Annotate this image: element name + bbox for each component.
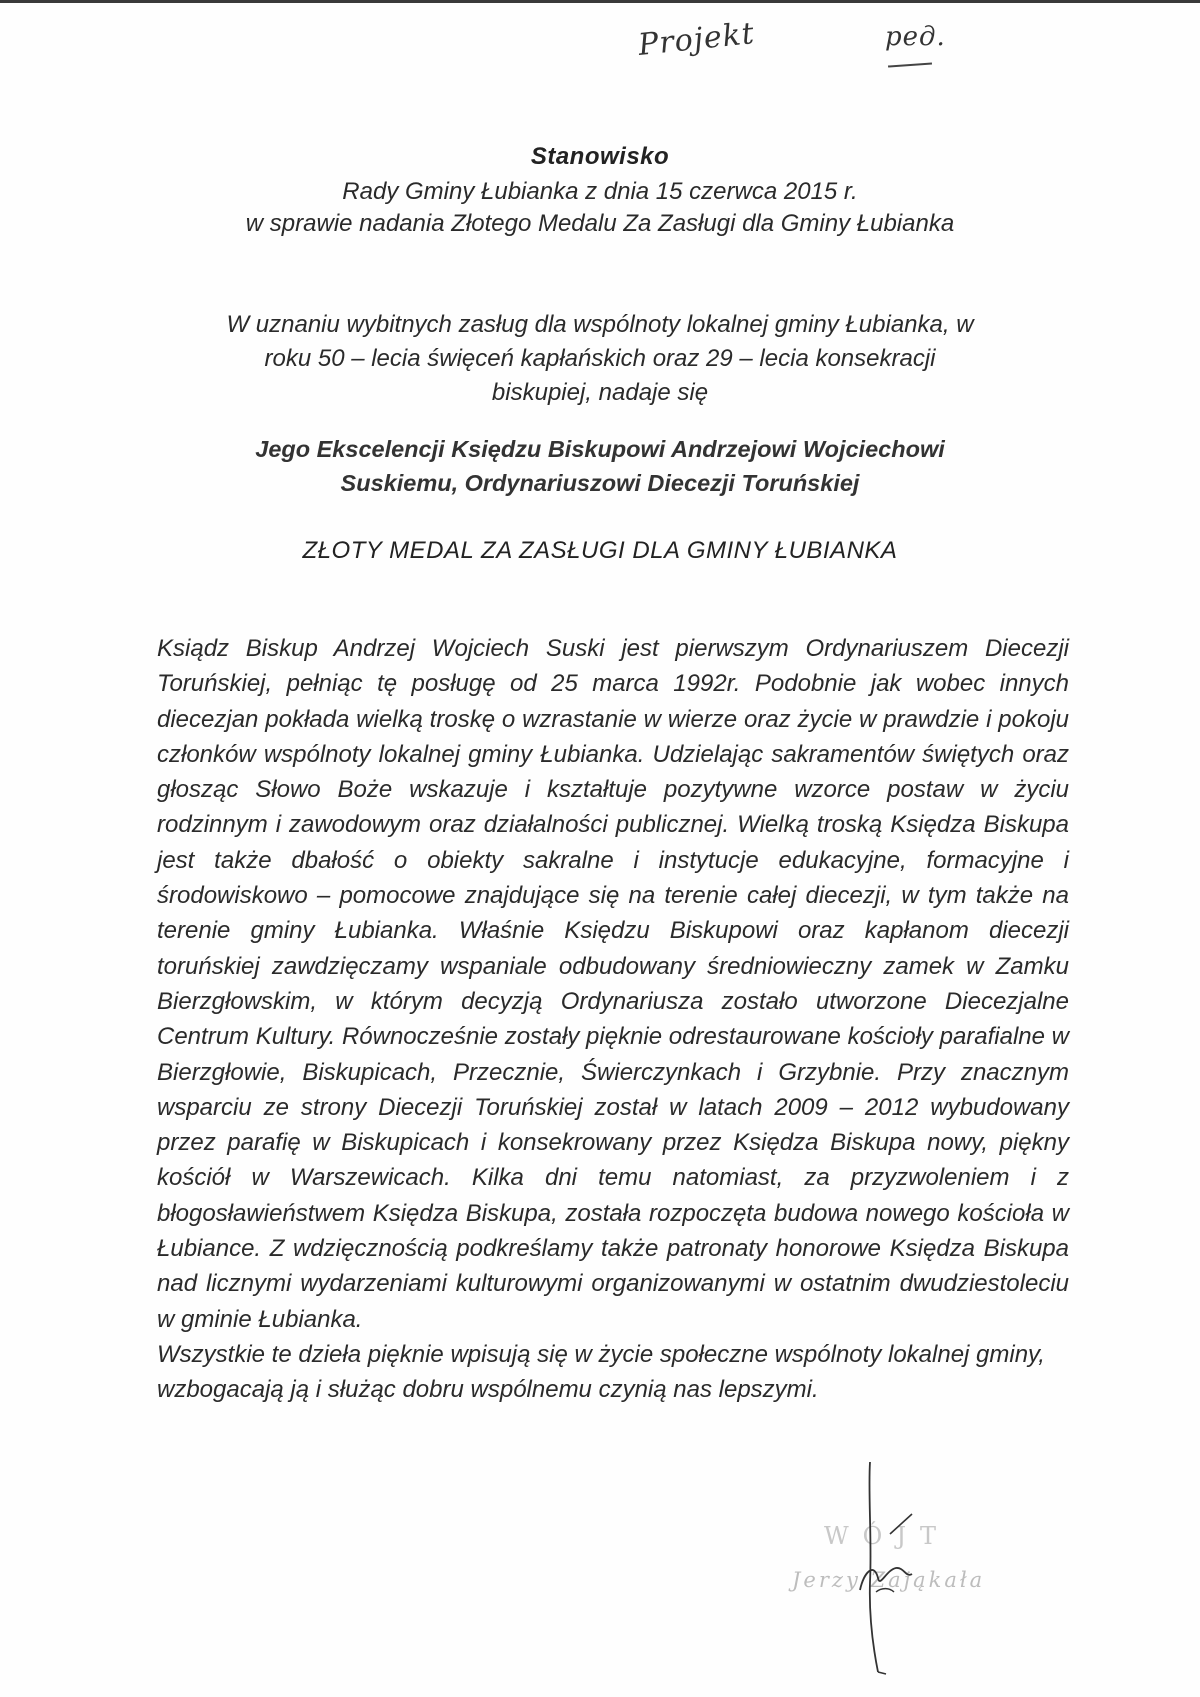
intro-line: W uznaniu wybitnych zasług dla wspólnoty lokalnej gminy Łubianka, w — [226, 311, 974, 338]
handwritten-dash — [888, 62, 932, 67]
intro-line: roku 50 – lecia święceń kapłańskich oraz 29 – lecia konsekracji — [264, 345, 936, 372]
honoree-line: Suskiemu, Ordynariuszowi Diecezji Toruńskiej — [340, 470, 860, 496]
body-paragraph: Ksiądz Biskup Andrzej Wojciech Suski jest pierwszym Ordynariuszem Diecezji Toruńskiej, pełniąc tę posługę od 25 marca 1992r. Podobnie jak wobec innych diecezjan pokłada wielką troskę o wzrastanie w wierze oraz życie w prawdzie i pokoju członków wspólnoty lokalnej gminy Łubianka. Udzielając sakramentów świętych oraz głosząc Słowo Boże wskazuje i kształtuje pozytywne wzorce postaw w życiu rodzinnym i zawodowym oraz działalności publicznej. Wielką troską Księdza Biskupa jest także dbałość o obiekty sakralne i instytucje edukacyjne, formacyjne i środowiskowo – pomocowe znajdujące się na terenie całej diecezji, w tym także na terenie gminy Łubianka. Właśnie Księdzu Biskupowi oraz kapłanom diecezji toruńskiej zawdzięczamy wspaniale odbudowany średniowieczny zamek w Zamku Bierzgłowskim, w którym decyzją Ordynariusza zostało utworzone Diecezjalne Centrum Kultury. Równocześnie zostały pięknie odrestaurowane kościoły parafialne w Bierzgłowie, Biskupicach, Przecznie, Świerczynkach i Grzybnie. Przy znacznym wsparciu ze strony Diecezji Toruńskiej został w latach 2009 – 2012 wybudowany przez parafię w Biskupicach i konsekrowany przez Księdza Biskupa nowy, piękny kościół w Warszewicach. Kilka dni temu natomiast, za przyzwoleniem i z błogosławieństwem Księdza Biskupa, została rozpoczęta budowa nowego kościoła w Łubiance. Z wdzięcznością podkreślamy także patronaty honorowe Księdza Biskupa nad licznymi wydarzeniami kulturowymi organizowanymi w ostatnim dwudziestoleciu w gminie Łubianka. — [157, 635, 1069, 1333]
document-subtitle-line1: Rady Gminy Łubianka z dnia 15 czerwca 2015 r. — [342, 178, 858, 205]
justification-body — [157, 631, 1069, 1408]
handwritten-signature — [820, 1452, 1020, 1682]
stamp-name: Jerzy Zająkała — [792, 1568, 986, 1592]
handwritten-note-right: ред. — [885, 22, 946, 52]
document-subtitle-line2: w sprawie nadania Złotego Medalu Za Zasługi dla Gminy Łubianka — [245, 210, 955, 237]
intro-line: biskupiej, nadaje się — [491, 379, 709, 406]
medal-title: ZŁOTY MEDAL ZA ZASŁUGI DLA GMINY ŁUBIANKA — [302, 537, 898, 564]
document-title: Stanowisko — [530, 143, 670, 170]
signature-block — [792, 1452, 1020, 1682]
body-paragraph: Wszystkie te dzieła pięknie wpisują się w życie społeczne wspólnoty lokalnej gminy, wzbogacają ją i służąc dobru wspólnemu czynią nas lepszymi. — [157, 1340, 1045, 1404]
stamp-title: WÓJT — [824, 1522, 950, 1550]
honoree-line: Jego Ekscelencji Księdzu Biskupowi Andrzejowi Wojciechowi — [255, 436, 945, 462]
honoree-name — [150, 432, 1050, 500]
handwritten-note-projekt: Projekt — [636, 15, 757, 64]
intro-paragraph — [150, 308, 1050, 410]
scan-top-edge — [0, 0, 1200, 3]
